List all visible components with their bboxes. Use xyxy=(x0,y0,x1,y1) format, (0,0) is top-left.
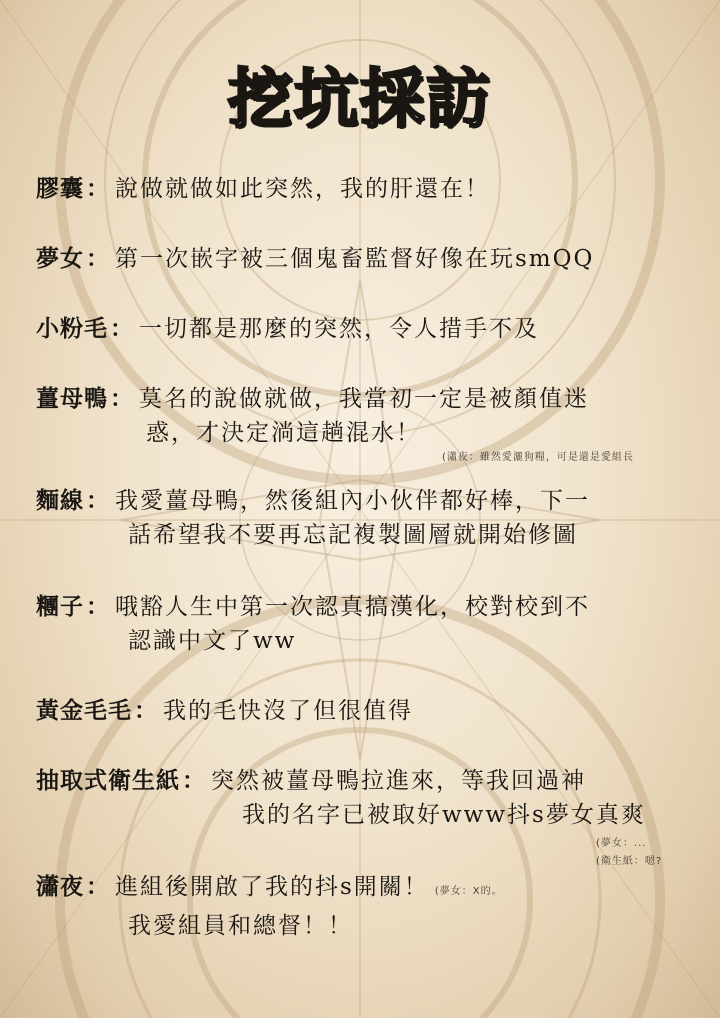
answer-line: 突然被薑母鴨拉進來，等我回過神 xyxy=(211,768,586,794)
interview-entry xyxy=(36,382,690,450)
side-note: (夢女：X的。 xyxy=(434,886,503,897)
answer-line: 莫名的說做就做，我當初一定是被顏值迷 xyxy=(139,386,589,412)
answer-line: 認識中文了ww xyxy=(128,628,297,654)
colon: ： xyxy=(86,487,109,514)
colon: ： xyxy=(110,315,133,342)
answer-line: 我愛組員和總督！！ xyxy=(128,913,353,939)
answer-line: 惑，才決定淌這趟混水！ xyxy=(146,420,421,446)
interview-entry xyxy=(36,242,690,276)
interview-entry xyxy=(36,172,690,206)
answer-line: 我的名字已被取好www抖s夢女真爽 xyxy=(242,802,646,828)
colon: ： xyxy=(86,873,109,900)
speaker-name: 小粉毛 xyxy=(36,315,108,342)
speaker-name: 膠囊 xyxy=(36,175,84,202)
colon: ： xyxy=(86,245,109,272)
answer-line: 第一次嵌字被三個鬼畜監督好像在玩smQQ xyxy=(115,246,595,272)
colon: ： xyxy=(182,767,205,794)
colon: ： xyxy=(110,385,133,412)
answer-line: 我的毛快沒了但很值得 xyxy=(163,698,413,724)
page-title: 挖坑採訪 xyxy=(228,63,492,137)
answer-line: 哦豁人生中第一次認真搞漢化，校對校到不 xyxy=(115,594,590,620)
interview-entry xyxy=(36,590,690,658)
colon: ： xyxy=(86,593,109,620)
interview-entry xyxy=(36,870,690,943)
speaker-name: 黃金毛毛 xyxy=(36,697,132,724)
interview-entry xyxy=(36,764,690,832)
speaker-name: 夢女 xyxy=(36,245,84,272)
colon: ： xyxy=(134,697,157,724)
speaker-name: 抽取式衛生紙 xyxy=(36,767,180,794)
answer-line: 一切都是那麼的突然，令人措手不及 xyxy=(139,316,539,342)
speaker-name: 薑母鴨 xyxy=(36,385,108,412)
side-note: (瀟夜：雖然愛灑狗糧，可是還是愛組長 xyxy=(442,452,634,463)
speaker-name: 瀟夜 xyxy=(36,873,84,900)
answer-line: 進組後開啟了我的抖s開關！ xyxy=(115,874,429,900)
interview-entry xyxy=(36,694,690,728)
answer-line: 我愛薑母鴨，然後組內小伙伴都好棒，下一 xyxy=(115,488,590,514)
side-note: (夢女：... xyxy=(596,838,647,849)
interview-entry xyxy=(36,484,690,552)
side-note: (衛生紙：嗯? xyxy=(596,856,663,867)
answer-line: 話希望我不要再忘記複製圖層就開始修圖 xyxy=(128,522,578,548)
speaker-name: 糰子 xyxy=(36,593,84,620)
colon: ： xyxy=(86,175,109,202)
answer-line: 說做就做如此突然，我的肝還在！ xyxy=(115,176,490,202)
speaker-name: 麵線 xyxy=(36,487,84,514)
interview-entry xyxy=(36,312,690,346)
